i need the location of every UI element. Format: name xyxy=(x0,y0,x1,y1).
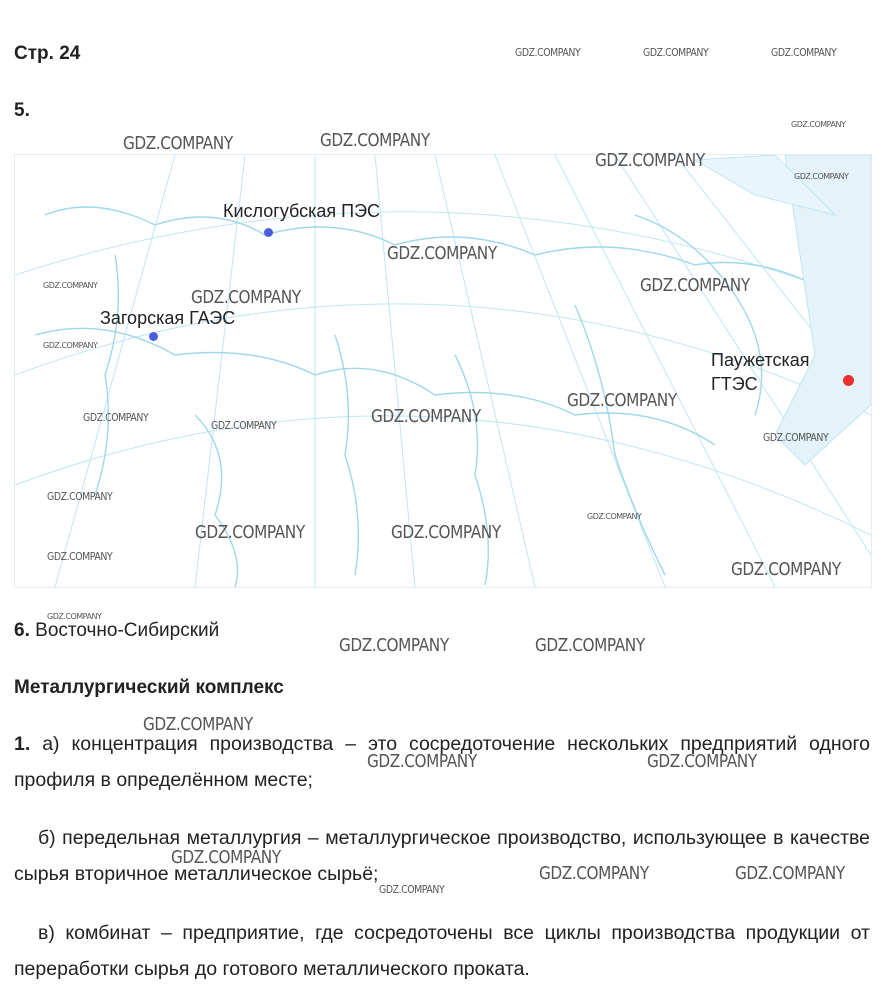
watermark: GDZ.COMPANY xyxy=(567,390,677,411)
paragraph-1-number: 1. xyxy=(14,733,31,755)
watermark: GDZ.COMPANY xyxy=(43,341,98,350)
section-title: Металлургический комплекс xyxy=(14,677,284,698)
watermark: GDZ.COMPANY xyxy=(643,46,709,59)
watermark: GDZ.COMPANY xyxy=(391,522,501,543)
place-marker-zagorskaya xyxy=(149,332,158,341)
place-label-zagorskaya: Загорская ГАЭС xyxy=(100,308,236,328)
watermark: GDZ.COMPANY xyxy=(647,751,757,772)
watermark: GDZ.COMPANY xyxy=(371,406,481,427)
watermark: GDZ.COMPANY xyxy=(339,635,449,656)
watermark: GDZ.COMPANY xyxy=(171,847,281,868)
watermark: GDZ.COMPANY xyxy=(735,863,845,884)
watermark: GDZ.COMPANY xyxy=(43,281,98,290)
task-6-text: Восточно-Сибирский xyxy=(35,620,220,641)
watermark: GDZ.COMPANY xyxy=(211,419,277,432)
paragraph-1-text: а) концентрация производства – это сосредоточение нескольких предприятий одного профиля в определённом месте; xyxy=(14,733,870,791)
watermark: GDZ.COMPANY xyxy=(47,550,113,563)
watermark: GDZ.COMPANY xyxy=(763,431,829,444)
watermark: GDZ.COMPANY xyxy=(535,635,645,656)
place-label-pauzhetskaya-line1: Паужетская xyxy=(711,350,810,370)
place-label-pauzhetskaya-line2: ГТЭС xyxy=(711,374,758,394)
watermark: GDZ.COMPANY xyxy=(47,490,113,503)
watermark: GDZ.COMPANY xyxy=(771,46,837,59)
watermark: GDZ.COMPANY xyxy=(640,275,750,296)
place-marker-pauzhetskaya xyxy=(843,375,854,386)
task-6-answer xyxy=(14,620,219,642)
watermark: GDZ.COMPANY xyxy=(47,612,102,621)
watermark: GDZ.COMPANY xyxy=(191,287,301,308)
watermark: GDZ.COMPANY xyxy=(387,243,497,264)
watermark: GDZ.COMPANY xyxy=(367,751,477,772)
watermark: GDZ.COMPANY xyxy=(320,130,430,151)
task-5-number: 5. xyxy=(14,100,30,121)
place-marker-kislogubskaya xyxy=(264,228,273,237)
watermark: GDZ.COMPANY xyxy=(123,133,233,154)
watermark: GDZ.COMPANY xyxy=(379,883,445,896)
task-6-number: 6. xyxy=(14,620,30,641)
place-label-kislogubskaya: Кислогубская ПЭС xyxy=(223,201,381,221)
watermark: GDZ.COMPANY xyxy=(83,411,149,424)
watermark: GDZ.COMPANY xyxy=(195,522,305,543)
watermark: GDZ.COMPANY xyxy=(731,559,841,580)
watermark: GDZ.COMPANY xyxy=(539,863,649,884)
watermark: GDZ.COMPANY xyxy=(143,714,253,735)
page-label: Стр. 24 xyxy=(14,43,81,64)
paragraph-3: в) комбинат – предприятие, где сосредоточены все циклы производства продукции от переработки сырья до готового металлического проката. xyxy=(14,922,870,980)
paragraph-2: б) передельная металлургия – металлургическое производство, использующее в качестве сырья вторичное металлическое сырьё; xyxy=(14,827,870,885)
watermark: GDZ.COMPANY xyxy=(791,120,846,129)
watermark: GDZ.COMPANY xyxy=(587,512,642,521)
watermark: GDZ.COMPANY xyxy=(794,172,849,181)
watermark: GDZ.COMPANY xyxy=(515,46,581,59)
watermark: GDZ.COMPANY xyxy=(595,150,705,171)
